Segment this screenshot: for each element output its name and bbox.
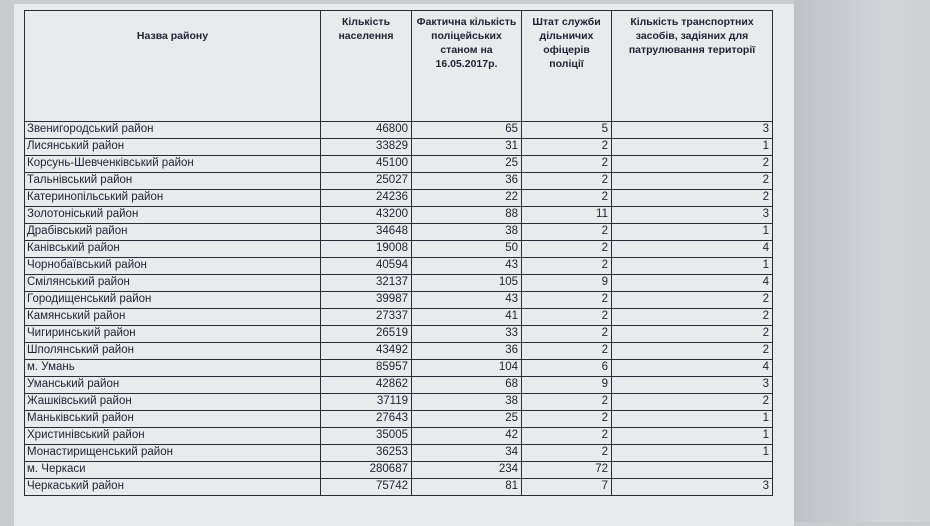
cell-population: 43200 xyxy=(321,207,412,224)
cell-population: 75742 xyxy=(321,479,412,496)
cell-vehicles: 3 xyxy=(612,479,773,496)
cell-police: 36 xyxy=(412,343,522,360)
cell-vehicles: 1 xyxy=(612,258,773,275)
table-row xyxy=(25,258,773,275)
cell-police: 105 xyxy=(412,275,522,292)
cell-officers: 2 xyxy=(522,292,612,309)
cell-police: 68 xyxy=(412,377,522,394)
cell-police: 25 xyxy=(412,411,522,428)
cell-vehicles: 2 xyxy=(612,156,773,173)
cell-police: 25 xyxy=(412,156,522,173)
table-row xyxy=(25,156,773,173)
table-row xyxy=(25,139,773,156)
cell-name: Камянський район xyxy=(25,309,321,326)
cell-name: Монастирищенський район xyxy=(25,445,321,462)
cell-officers: 2 xyxy=(522,445,612,462)
cell-population: 43492 xyxy=(321,343,412,360)
table-row xyxy=(25,190,773,207)
cell-population: 19008 xyxy=(321,241,412,258)
cell-vehicles: 3 xyxy=(612,207,773,224)
cell-name: Чорнобаївський район xyxy=(25,258,321,275)
cell-police: 42 xyxy=(412,428,522,445)
table-row xyxy=(25,394,773,411)
cell-vehicles: 4 xyxy=(612,360,773,377)
cell-name: Катеринопільський район xyxy=(25,190,321,207)
table-row xyxy=(25,428,773,445)
table-row xyxy=(25,411,773,428)
cell-population: 36253 xyxy=(321,445,412,462)
table-row xyxy=(25,241,773,258)
cell-officers: 2 xyxy=(522,139,612,156)
cell-vehicles: 2 xyxy=(612,190,773,207)
cell-officers: 2 xyxy=(522,309,612,326)
header-officers: Штат служби дільничих офіцерів поліції xyxy=(522,11,612,122)
cell-officers: 2 xyxy=(522,411,612,428)
cell-vehicles: 2 xyxy=(612,292,773,309)
cell-officers: 2 xyxy=(522,258,612,275)
cell-name: Тальнівський район xyxy=(25,173,321,190)
cell-police: 65 xyxy=(412,122,522,139)
header-population: Кількість населення xyxy=(321,11,412,122)
cell-name: Звенигородський район xyxy=(25,122,321,139)
cell-vehicles: 3 xyxy=(612,377,773,394)
cell-population: 26519 xyxy=(321,326,412,343)
cell-officers: 2 xyxy=(522,156,612,173)
cell-police: 104 xyxy=(412,360,522,377)
cell-population: 27337 xyxy=(321,309,412,326)
cell-vehicles: 4 xyxy=(612,241,773,258)
cell-population: 40594 xyxy=(321,258,412,275)
cell-population: 280687 xyxy=(321,462,412,479)
cell-population: 37119 xyxy=(321,394,412,411)
table-row xyxy=(25,343,773,360)
cell-officers: 2 xyxy=(522,224,612,241)
cell-police: 50 xyxy=(412,241,522,258)
cell-officers: 9 xyxy=(522,275,612,292)
cell-officers: 11 xyxy=(522,207,612,224)
table-row xyxy=(25,377,773,394)
table-row xyxy=(25,445,773,462)
cell-name: Маньківський район xyxy=(25,411,321,428)
cell-name: Городищенський район xyxy=(25,292,321,309)
cell-vehicles: 2 xyxy=(612,173,773,190)
cell-population: 42862 xyxy=(321,377,412,394)
cell-population: 35005 xyxy=(321,428,412,445)
table-row xyxy=(25,326,773,343)
cell-police: 88 xyxy=(412,207,522,224)
cell-vehicles: 2 xyxy=(612,343,773,360)
table-row xyxy=(25,207,773,224)
header-police: Фактична кількість поліцейських станом на 16.05.2017р. xyxy=(412,11,522,122)
cell-name: Чигиринський район xyxy=(25,326,321,343)
table-row xyxy=(25,275,773,292)
cell-name: Канівський район xyxy=(25,241,321,258)
cell-officers: 2 xyxy=(522,343,612,360)
cell-police: 22 xyxy=(412,190,522,207)
cell-vehicles: 1 xyxy=(612,445,773,462)
cell-population: 85957 xyxy=(321,360,412,377)
cell-officers: 7 xyxy=(522,479,612,496)
cell-name: Христинівський район xyxy=(25,428,321,445)
table-row xyxy=(25,173,773,190)
cell-vehicles: 4 xyxy=(612,275,773,292)
cell-name: Корсунь-Шевченківський район xyxy=(25,156,321,173)
cell-officers: 6 xyxy=(522,360,612,377)
cell-police: 81 xyxy=(412,479,522,496)
background-shadow xyxy=(794,0,930,522)
table-row xyxy=(25,292,773,309)
header-name: Назва району xyxy=(25,11,321,122)
police-statistics-table xyxy=(24,10,773,496)
cell-population: 33829 xyxy=(321,139,412,156)
cell-vehicles xyxy=(612,462,773,479)
cell-population: 39987 xyxy=(321,292,412,309)
cell-population: 45100 xyxy=(321,156,412,173)
table-body xyxy=(25,122,773,496)
cell-police: 31 xyxy=(412,139,522,156)
cell-officers: 2 xyxy=(522,241,612,258)
cell-population: 32137 xyxy=(321,275,412,292)
cell-name: Уманський район xyxy=(25,377,321,394)
header-row xyxy=(25,11,773,122)
cell-police: 41 xyxy=(412,309,522,326)
cell-vehicles: 2 xyxy=(612,326,773,343)
cell-officers: 2 xyxy=(522,190,612,207)
table-row xyxy=(25,224,773,241)
table-row xyxy=(25,360,773,377)
cell-population: 34648 xyxy=(321,224,412,241)
table-row xyxy=(25,479,773,496)
table-row xyxy=(25,309,773,326)
cell-population: 25027 xyxy=(321,173,412,190)
cell-name: Шполянський район xyxy=(25,343,321,360)
cell-officers: 5 xyxy=(522,122,612,139)
cell-police: 43 xyxy=(412,292,522,309)
cell-name: м. Черкаси xyxy=(25,462,321,479)
cell-name: Жашківський район xyxy=(25,394,321,411)
cell-name: Золотоніський район xyxy=(25,207,321,224)
cell-population: 24236 xyxy=(321,190,412,207)
cell-police: 34 xyxy=(412,445,522,462)
cell-name: Смілянський район xyxy=(25,275,321,292)
cell-name: Драбівський район xyxy=(25,224,321,241)
cell-officers: 72 xyxy=(522,462,612,479)
cell-officers: 2 xyxy=(522,394,612,411)
cell-police: 234 xyxy=(412,462,522,479)
cell-vehicles: 2 xyxy=(612,394,773,411)
cell-vehicles: 3 xyxy=(612,122,773,139)
cell-vehicles: 1 xyxy=(612,139,773,156)
cell-name: Лисянський район xyxy=(25,139,321,156)
table-row xyxy=(25,462,773,479)
cell-officers: 2 xyxy=(522,428,612,445)
cell-police: 36 xyxy=(412,173,522,190)
cell-officers: 9 xyxy=(522,377,612,394)
cell-police: 38 xyxy=(412,224,522,241)
cell-officers: 2 xyxy=(522,326,612,343)
cell-police: 43 xyxy=(412,258,522,275)
header-vehicles: Кількість транспортних засобів, задіяних для патрулювання території xyxy=(612,11,773,122)
cell-name: Черкаський район xyxy=(25,479,321,496)
cell-police: 33 xyxy=(412,326,522,343)
cell-population: 27643 xyxy=(321,411,412,428)
cell-vehicles: 1 xyxy=(612,428,773,445)
cell-vehicles: 1 xyxy=(612,224,773,241)
cell-police: 38 xyxy=(412,394,522,411)
cell-vehicles: 2 xyxy=(612,309,773,326)
cell-population: 46800 xyxy=(321,122,412,139)
table-row xyxy=(25,122,773,139)
cell-vehicles: 1 xyxy=(612,411,773,428)
cell-officers: 2 xyxy=(522,173,612,190)
cell-name: м. Умань xyxy=(25,360,321,377)
